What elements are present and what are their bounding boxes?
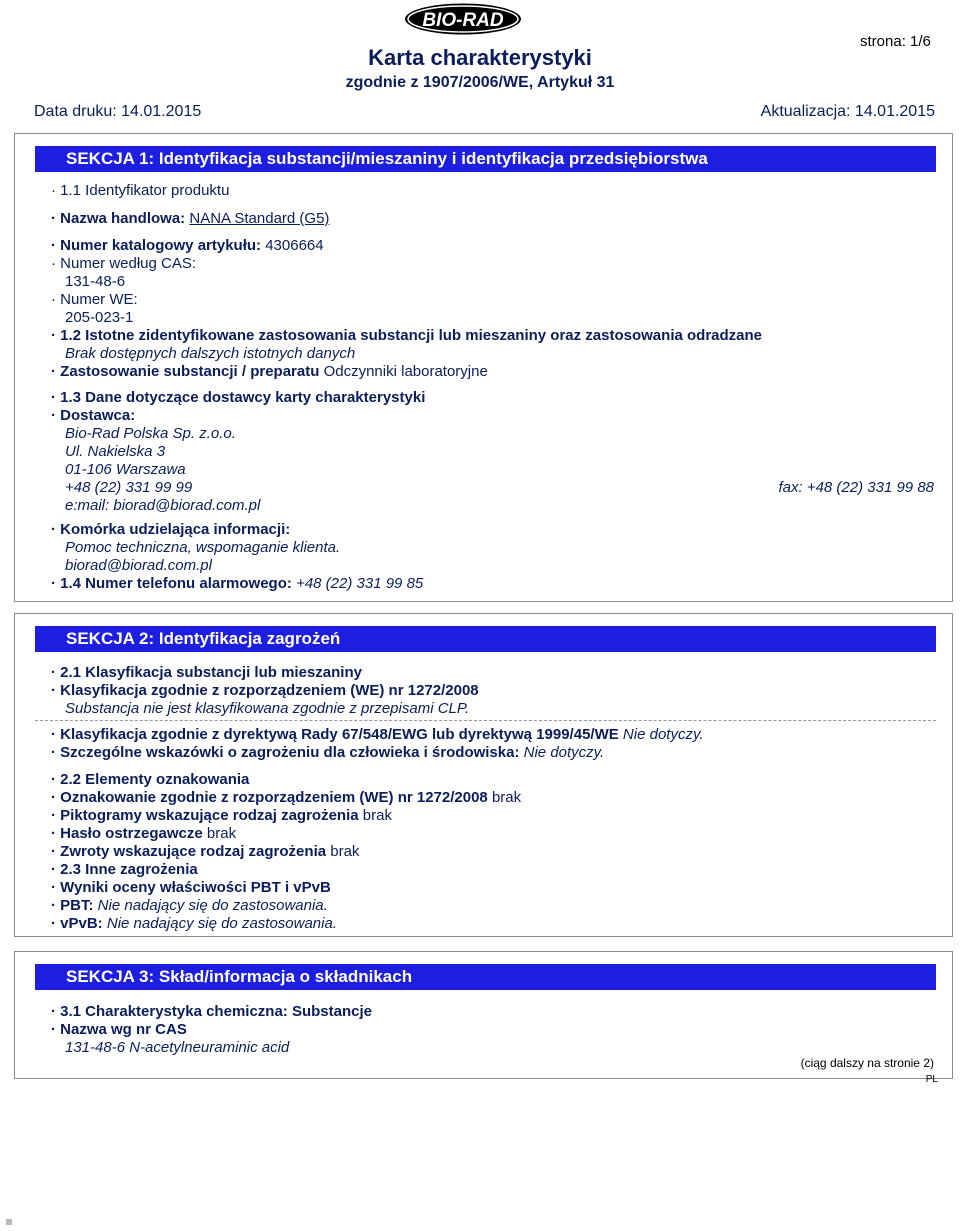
document-subtitle: zgodnie z 1907/2006/WE, Artykuł 31 xyxy=(345,74,615,91)
catalog-number-line: · Numer katalogowy artykułu: 4306664 xyxy=(51,237,324,254)
supplier-email[interactable]: biorad@biorad.com.pl xyxy=(113,497,261,514)
section-2-header: SEKCJA 2: Identyfikacja zagrożeń xyxy=(35,626,936,652)
labelling-line: · Oznakowanie zgodnie z rozporządzeniem (WE) nr 1272/2008 brak xyxy=(51,789,522,806)
dashed-divider xyxy=(35,720,936,721)
info-dept-email[interactable]: biorad@biorad.com.pl xyxy=(65,557,212,574)
hazard-statements-line: · Zwroty wskazujące rodzaj zagrożenia brak xyxy=(51,843,360,860)
section-2 xyxy=(14,613,953,937)
corner-mark xyxy=(6,1219,12,1225)
emergency-line: · 1.4 Numer telefonu alarmowego: +48 (22) 331 99 85 xyxy=(51,575,424,592)
classification-heading: · 2.1 Klasyfikacja substancji lub mieszaniny xyxy=(51,664,362,681)
continued-note: (ciąg dalszy na stronie 2) xyxy=(800,1056,934,1070)
directive-line: · Klasyfikacja zgodnie z dyrektywą Rady 67/548/EWG lub dyrektywą 1999/45/WE Nie dotyczy. xyxy=(51,726,704,743)
supplier-city: 01-106 Warszawa xyxy=(65,461,186,478)
clp-label: · Klasyfikacja zgodnie z rozporządzeniem (WE) nr 1272/2008 xyxy=(51,682,479,699)
other-hazards-heading: · 2.3 Inne zagrożenia xyxy=(51,861,198,878)
section-3-header: SEKCJA 3: Skład/informacja o składnikach xyxy=(35,964,936,990)
we-number-value: 205-023-1 xyxy=(65,309,134,326)
trade-name-line: · Nazwa handlowa: NANA Standard (G5) xyxy=(51,210,330,227)
date-row xyxy=(34,103,935,121)
pbt-line: · PBT: Nie nadający się do zastosowania. xyxy=(51,897,328,914)
pbt-heading: · Wyniki oceny właściwości PBT i vPvB xyxy=(51,879,331,896)
supplier-street: Ul. Nakielska 3 xyxy=(65,443,166,460)
vpvb-line: · vPvB: Nie nadający się do zastosowania. xyxy=(51,915,337,932)
trade-name-value: NANA Standard (G5) xyxy=(189,210,330,227)
print-date: Data druku: 14.01.2015 xyxy=(34,103,202,120)
signal-word-line: · Hasło ostrzegawcze brak xyxy=(51,825,237,842)
info-dept-label: · Komórka udzielająca informacji: xyxy=(51,521,291,538)
cas-number-value: 131-48-6 xyxy=(65,273,126,290)
we-number-label: · Numer WE: xyxy=(51,291,138,308)
supplier-name: Bio-Rad Polska Sp. z.o.o. xyxy=(65,425,236,442)
relevant-uses-heading: · 1.2 Istotne zidentyfikowane zastosowania substancji lub mieszaniny oraz zastosowania odradzane xyxy=(51,327,763,344)
supplier-fax: fax: +48 (22) 331 99 88 xyxy=(778,479,934,496)
document-title: Karta charakterystyki xyxy=(368,45,592,70)
product-identifier-heading: · 1.1 Identyfikator produktu xyxy=(51,182,230,199)
chemical-characterization: · 3.1 Charakterystyka chemiczna: Substancje xyxy=(51,1003,372,1020)
supplier-email-line: e:mail: biorad@biorad.com.pl xyxy=(65,497,261,514)
cas-name-label: · Nazwa wg nr CAS xyxy=(51,1021,187,1038)
label-elements-heading: · 2.2 Elementy oznakowania xyxy=(51,771,250,788)
section-3 xyxy=(14,951,953,1079)
supplier-phone: +48 (22) 331 99 99 xyxy=(65,479,193,496)
update-date: Aktualizacja: 14.01.2015 xyxy=(760,103,935,120)
relevant-uses-note: Brak dostępnych dalszych istotnych danych xyxy=(65,345,356,362)
supplier-heading: · 1.3 Dane dotyczące dostawcy karty charakterystyki xyxy=(51,389,426,406)
info-dept-value: Pomoc techniczna, wspomaganie klienta. xyxy=(65,539,341,556)
cas-number-label: · Numer według CAS: xyxy=(51,255,197,272)
section-1 xyxy=(14,133,953,602)
clp-value: Substancja nie jest klasyfikowana zgodnie z przepisami CLP. xyxy=(65,700,470,717)
bio-rad-logo xyxy=(404,3,522,35)
use-line: · Zastosowanie substancji / preparatu Odczynniki laboratoryjne xyxy=(51,363,488,380)
logo-text: BIO-RAD xyxy=(422,10,504,31)
supplier-label: · Dostawca: xyxy=(51,407,136,424)
section-1-header: SEKCJA 1: Identyfikacja substancji/mieszaniny i identyfikacja przedsiębiorstwa xyxy=(35,146,936,172)
page-number: strona: 1/6 xyxy=(860,33,931,50)
cas-name-value: 131-48-6 N-acetylneuraminic acid xyxy=(65,1039,290,1056)
pictograms-line: · Piktogramy wskazujące rodzaj zagrożenia brak xyxy=(51,807,392,824)
special-hazards-line: · Szczególne wskazówki o zagrożeniu dla człowieka i środowiska: Nie dotyczy. xyxy=(51,744,605,761)
language-code: PL xyxy=(925,1074,938,1085)
